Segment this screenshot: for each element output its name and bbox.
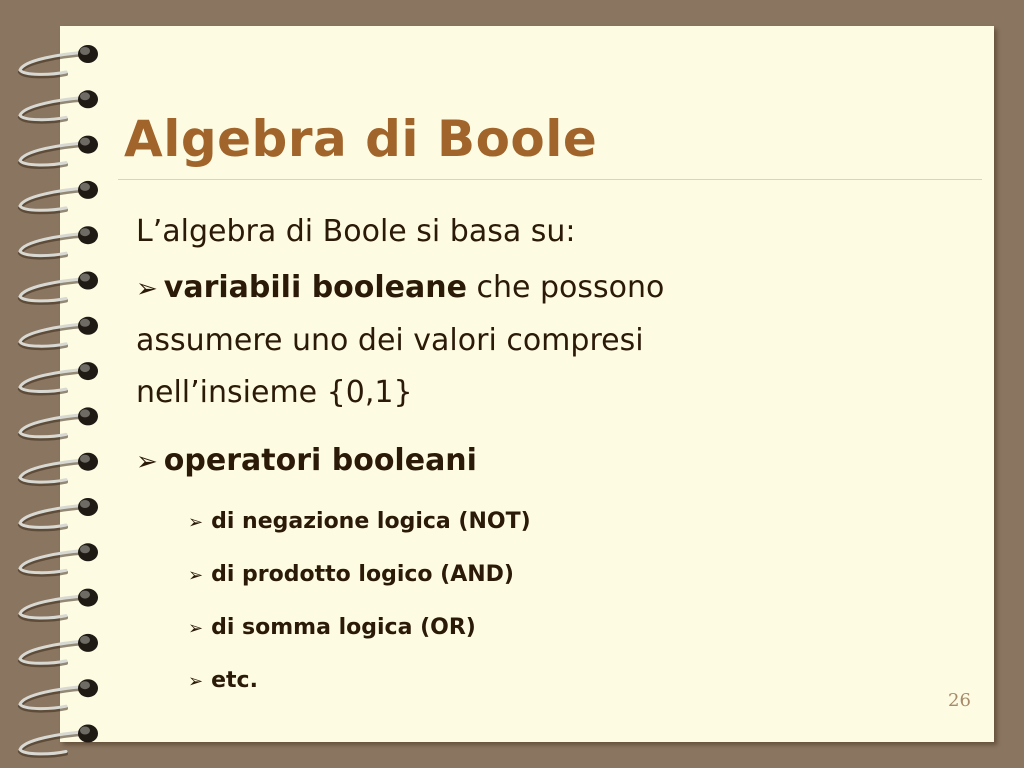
arrow-bullet-icon: ➢	[136, 274, 158, 304]
intro-text: L’algebra di Boole si basa su:	[136, 214, 576, 249]
spiral-ring	[20, 543, 98, 574]
spiral-ring	[20, 226, 98, 257]
bullet-operators-bold: operatori booleani	[163, 443, 477, 478]
arrow-bullet-icon: ➢	[136, 447, 158, 477]
spiral-ring	[20, 589, 98, 620]
list-item-etc	[188, 655, 816, 708]
spiral-binding-icon	[0, 0, 110, 768]
spiral-ring	[20, 725, 98, 756]
slide-body	[136, 212, 836, 724]
bullet-variables	[136, 262, 816, 419]
spiral-ring	[20, 498, 98, 529]
list-item-or	[188, 602, 816, 655]
spiral-ring	[20, 136, 98, 167]
spiral-ring	[20, 453, 98, 484]
arrow-bullet-icon: ➢	[188, 671, 204, 692]
bullet-variables-text: che possono assumere uno dei valori compresi nell’insieme {0,1}	[136, 270, 665, 410]
sub-item-label: di negazione logica (NOT)	[211, 509, 531, 534]
list-item-and	[188, 549, 816, 602]
spiral-ring	[20, 407, 98, 438]
bullet-operators	[136, 435, 816, 708]
arrow-bullet-icon: ➢	[188, 565, 204, 586]
spiral-ring	[20, 317, 98, 348]
spiral-ring	[20, 272, 98, 303]
slide-title: Algebra di Boole	[124, 110, 598, 168]
sub-item-label: etc.	[211, 668, 258, 693]
spiral-ring	[20, 679, 98, 710]
spiral-ring	[20, 634, 98, 665]
list-item-not	[188, 496, 816, 549]
operators-sublist	[188, 496, 816, 708]
spiral-ring	[20, 90, 98, 121]
sub-item-label: di prodotto logico (AND)	[211, 562, 514, 587]
arrow-bullet-icon: ➢	[188, 618, 204, 639]
sub-item-label: di somma logica (OR)	[211, 615, 476, 640]
title-divider	[118, 179, 982, 180]
spiral-ring	[20, 181, 98, 212]
spiral-ring	[20, 45, 98, 76]
bullet-variables-bold: variabili booleane	[163, 270, 467, 305]
arrow-bullet-icon: ➢	[188, 512, 204, 533]
spiral-ring	[20, 362, 98, 393]
page-number: 26	[948, 690, 971, 711]
